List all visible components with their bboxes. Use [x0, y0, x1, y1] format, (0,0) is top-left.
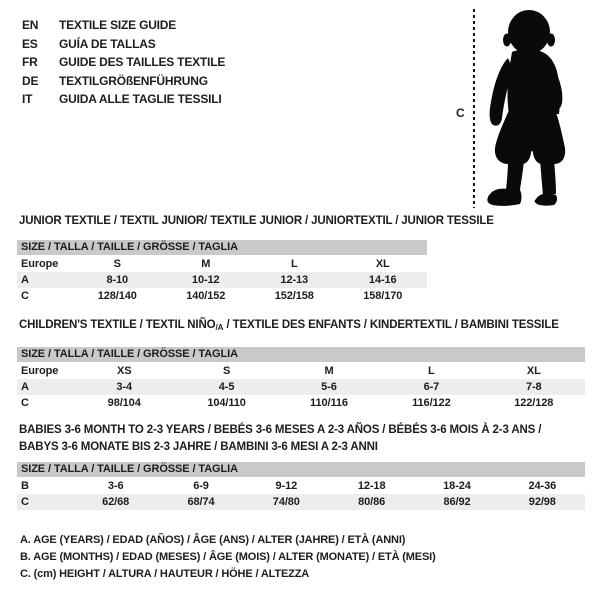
height-cell: 110/116 — [310, 397, 348, 409]
age-cell: 8-10 — [106, 274, 129, 286]
size-cell: L — [428, 365, 435, 377]
babies-table-title — [17, 422, 585, 456]
table-row — [17, 395, 585, 411]
language-title: TEXTILE SIZE GUIDE — [59, 18, 177, 32]
size-cell: L — [290, 258, 298, 270]
row-label: Europe — [21, 365, 59, 377]
height-cell: 74/80 — [272, 496, 300, 508]
size-cell: XS — [116, 365, 132, 377]
age-cell: 6-7 — [423, 381, 440, 393]
childrens-size-table — [17, 363, 585, 411]
age-cell: 12-13 — [280, 274, 309, 286]
age-cell: 6-9 — [193, 480, 209, 492]
height-cell: 128/140 — [97, 290, 137, 302]
childrens-textile-section — [17, 318, 585, 411]
babies-title-line1: BABIES 3-6 MONTH TO 2-3 YEARS / BEBÉS 3-6 MESES A 2-3 AÑOS / BÉBÉS 3-6 MOIS À 2-3 ANS / — [19, 424, 542, 436]
language-title: GUÍA DE TALLAS — [59, 36, 156, 51]
height-cell: 92/98 — [528, 496, 556, 508]
height-cell: 116/122 — [412, 397, 451, 409]
table-row — [17, 272, 427, 288]
baby-silhouette-icon — [482, 8, 566, 208]
row-label: C — [21, 496, 29, 508]
title-subscript: /A — [215, 323, 224, 332]
size-cell: S — [222, 365, 231, 377]
junior-size-header-bar: SIZE / TALLA / TAILLE / GRÖSSE / TAGLIA — [17, 240, 427, 255]
height-cell: 122/128 — [514, 397, 554, 409]
height-cell: 86/92 — [443, 496, 471, 508]
table-row — [17, 288, 427, 304]
language-row — [22, 90, 225, 109]
row-label: A — [21, 381, 29, 393]
age-cell: 9-12 — [275, 480, 298, 492]
age-cell: 10-12 — [191, 274, 220, 286]
age-cell: 12-18 — [357, 480, 386, 492]
language-code: IT — [22, 92, 33, 106]
junior-size-table — [17, 256, 427, 304]
table-row — [17, 256, 427, 272]
title-text: / TEXTILE DES ENFANTS / KINDERTEXTIL / BAMBINI TESSILE — [223, 319, 559, 331]
age-cell: 4-5 — [218, 381, 235, 393]
babies-title-line2: BABYS 3-6 MONATE BIS 2-3 JAHRE / BAMBINI 3-6 MESI A 2-3 ANNI — [19, 441, 378, 453]
language-code: FR — [22, 55, 38, 69]
footnote-c: C. (cm) HEIGHT / ALTURA / HAUTEUR / HÖHE / ALTEZZA — [20, 568, 310, 581]
height-cell: 152/158 — [274, 290, 314, 302]
language-code: EN — [22, 18, 39, 32]
footnote-a: A. AGE (YEARS) / EDAD (AÑOS) / ÂGE (ANS) / ALTER (JAHRE) / ETÀ (ANNI) — [20, 534, 406, 546]
babies-size-header-bar: SIZE / TALLA / TAILLE / GRÖSSE / TAGLIA — [17, 462, 585, 477]
height-cell: 68/74 — [187, 496, 215, 508]
table-row — [17, 478, 585, 494]
language-code: DE — [22, 73, 39, 88]
age-cell: 14-16 — [368, 274, 397, 286]
junior-table-title: JUNIOR TEXTILE / TEXTIL JUNIOR/ TEXTILE JUNIOR / JUNIORTEXTIL / JUNIOR TESSILE — [19, 215, 494, 227]
junior-textile-section — [17, 214, 494, 304]
babies-textile-section — [17, 422, 585, 510]
table-row — [17, 363, 585, 379]
childrens-size-header-bar: SIZE / TALLA / TAILLE / GRÖSSE / TAGLIA — [17, 347, 585, 362]
babies-size-table — [17, 478, 585, 510]
table-row — [17, 379, 585, 395]
age-cell: 7-8 — [525, 381, 542, 393]
language-row — [22, 72, 225, 91]
legend-footnotes — [20, 532, 436, 584]
height-cell: 98/104 — [107, 397, 141, 409]
size-cell: M — [324, 365, 334, 377]
childrens-table-title — [17, 318, 585, 335]
height-cell: 140/152 — [186, 290, 226, 302]
row-label: A — [21, 274, 29, 286]
language-title: GUIDA ALLE TAGLIE TESSILI — [59, 92, 222, 106]
age-cell: 3-6 — [107, 480, 124, 492]
title-text: CHILDREN'S TEXTILE / TEXTIL NIÑO — [19, 319, 216, 331]
height-cell: 62/68 — [102, 496, 130, 508]
age-cell: 18-24 — [443, 480, 471, 492]
row-label: C — [21, 290, 29, 302]
size-cell: XL — [526, 365, 541, 377]
height-cell: 104/110 — [207, 397, 246, 409]
height-cell: 158/170 — [363, 290, 403, 302]
table-row — [17, 494, 585, 510]
language-row — [22, 35, 225, 54]
language-code: ES — [22, 36, 38, 51]
size-cell: S — [113, 258, 121, 270]
height-measure-label: C — [456, 106, 465, 120]
size-cell: M — [201, 258, 211, 270]
language-row — [22, 53, 225, 72]
row-label: B — [21, 480, 29, 492]
row-label: C — [21, 397, 29, 409]
size-cell: XL — [375, 258, 390, 270]
age-cell: 3-4 — [116, 381, 132, 393]
height-cell: 80/86 — [358, 496, 386, 508]
age-cell: 5-6 — [321, 381, 337, 393]
language-row — [22, 16, 225, 35]
age-cell: 24-36 — [528, 480, 557, 492]
language-title: GUIDE DES TAILLES TEXTILE — [59, 55, 226, 69]
row-label: Europe — [21, 258, 59, 270]
language-title-list — [22, 16, 225, 109]
footnote-b: B. AGE (MONTHS) / EDAD (MESES) / ÂGE (MOIS) / ALTER (MONATE) / ETÀ (MESI) — [20, 551, 436, 564]
language-title: TEXTILGRÖßENFÜHRUNG — [59, 73, 208, 88]
height-dashed-line — [473, 9, 475, 208]
